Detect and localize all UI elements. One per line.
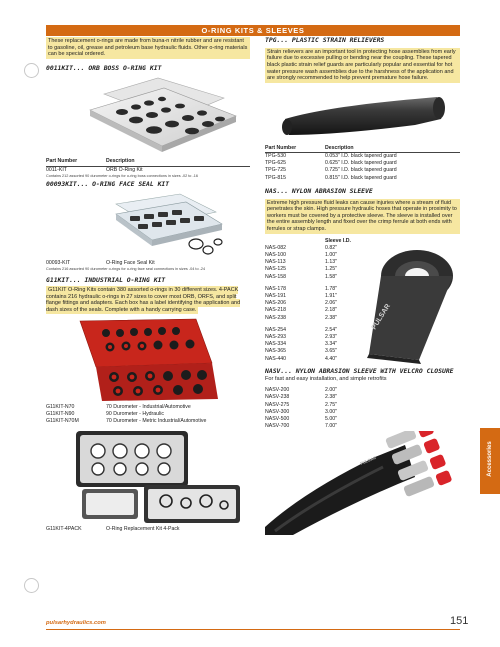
industrial-kit-body — [46, 287, 250, 314]
nasv-section — [265, 387, 460, 537]
table-row — [265, 394, 365, 401]
part-number: G11KIT-4PACK — [46, 526, 82, 533]
description: 0.815" I.D. black tapered guard — [325, 174, 397, 181]
table-row — [46, 167, 250, 174]
table-row — [46, 418, 250, 425]
part-number: TPG-815 — [265, 174, 287, 181]
sleeve-id: 2.38" — [325, 394, 337, 401]
sleeve-id: 2.75" — [325, 401, 337, 408]
description: 70 Durometer - Metric Industrial/Automotive — [106, 418, 207, 425]
table-row — [265, 402, 365, 409]
part-number: TPG-530 — [265, 152, 287, 159]
tpg-body: Strain relievers are an important tool in protecting hose assemblies from early failure due to excessive pulling or bending near the coupling. These tapered black plastic strain relief guards are particularly popular and essential for hot water pressure wash assemblies due to the harshness of the application and are strongly recommended to help prevent premature hose failure. — [265, 48, 460, 83]
page-number: 151 — [450, 615, 469, 627]
four-pack-photo — [46, 429, 250, 525]
orb-table-header — [46, 158, 250, 165]
description: 0.725" I.D. black tapered guard — [325, 167, 397, 174]
orb-kit-title: 0011KIT... ORB BOSS O-RING KIT — [46, 63, 162, 72]
table-row — [265, 167, 460, 174]
col-part-number: Part Number — [46, 158, 78, 165]
right-column — [265, 37, 460, 537]
table-row — [265, 286, 365, 293]
industrial-kit-photo — [46, 317, 250, 402]
part-number: NASV-700 — [265, 423, 290, 430]
industrial-kit-title: G11KIT... INDUSTRIAL O-RING KIT — [46, 275, 166, 284]
face-seal-note: Contains 216 assorted 90 durometer o-rings for o-ring face seal connections in sizes -04 to -24 — [46, 267, 206, 272]
part-number: NASV-500 — [265, 416, 290, 423]
table-row — [265, 387, 365, 394]
four-pack-image — [46, 429, 250, 525]
description: 0.625" I.D. black tapered guard — [325, 160, 397, 167]
part-number: NAS-158 — [265, 273, 287, 280]
description: 70 Durometer - Industrial/Automotive — [106, 403, 191, 410]
nas-table-header — [265, 238, 365, 245]
sleeve-id: 2.54" — [325, 326, 337, 333]
strain-reliever-image — [265, 85, 460, 145]
nasv-title: NASV... NYLON ABRASION SLEEVE WITH VELCRO CLOSURE — [265, 366, 454, 375]
tpg-table — [265, 153, 460, 182]
part-number: NAS-293 — [265, 334, 287, 341]
tpg-table-header — [265, 145, 460, 152]
sleeve-id: 2.38" — [325, 314, 337, 321]
section-header: O-RING KITS & SLEEVES — [46, 25, 460, 36]
nas-body: Extreme high pressure fluid leaks can cause injuries where a stream of fluid penetrates the skin. High pressure hydraulic hoses that operate in proximity to workers must be covered by a protective sleeve. The sleeve is installed over the entire assembly length and fixed over the crimp ferrule at both ends with ferrules or strap clamps. — [265, 199, 460, 234]
left-column — [46, 37, 250, 533]
part-number: NAS-100 — [265, 251, 287, 258]
nas-title: NAS... NYLON ABRASION SLEEVE — [265, 186, 373, 195]
intro-text: These replacement o-rings are made from buna-n nitrile rubber and are resistant to gasoline, oil, grease and petroleum base hydraulic fluids. Other o-ring materials can be special ordered. — [46, 37, 250, 59]
sleeve-brand-text: PULSAR — [370, 302, 392, 331]
part-number: NAS-334 — [265, 341, 287, 348]
footer-divider — [46, 629, 460, 630]
table-row — [265, 334, 365, 341]
table-row — [46, 526, 250, 533]
table-row — [265, 293, 365, 300]
col-description: Description — [325, 144, 354, 151]
sleeve-id: 0.82" — [325, 244, 337, 251]
industrial-kit-body-text: G11KIT O-Ring Kits contain 380 assorted o-rings in 30 different sizes. 4-PACK contains 216 hydraulic o-rings in 27 sizes to cover most ORB, ORFS, and split flange fittings and adapters. Each box has a label identifying the application and dash sizes of the seals. Complete with a handy carrying case. — [46, 286, 241, 313]
col-part-number: Part Number — [265, 144, 297, 151]
col-sleeve-id: Sleeve I.D. — [325, 237, 351, 244]
orb-note: Contains 212 assorted 90 durometer o-rings for o-ring boss connections in sizes -02 to -16 — [46, 173, 198, 178]
velcro-sleeve-image — [265, 431, 460, 535]
industrial-kit-table — [46, 404, 250, 426]
nylon-sleeve-image — [361, 244, 461, 364]
description: 90 Durometer - Hydraulic — [106, 410, 164, 417]
part-number: 0011-KIT — [46, 166, 67, 173]
part-number: NAS-254 — [265, 326, 287, 333]
table-row — [265, 259, 365, 266]
sleeve-id: 1.78" — [325, 285, 337, 292]
table-row — [265, 348, 365, 355]
part-number: NAS-178 — [265, 285, 287, 292]
tpg-title: TPG... PLASTIC STRAIN RELIEVERS — [265, 36, 385, 44]
accessories-tab-label: Accessories — [487, 441, 493, 477]
sleeve-id: 2.93" — [325, 334, 337, 341]
face-seal-kit-photo — [46, 192, 250, 260]
sleeve-id: 3.00" — [325, 408, 337, 415]
face-seal-kit-image — [46, 192, 250, 260]
table-row — [46, 260, 250, 267]
table-row — [265, 300, 365, 307]
table-row — [265, 245, 365, 252]
face-seal-kit-title: 00093KIT... O-RING FACE SEAL KIT — [46, 180, 170, 189]
table-row — [265, 356, 365, 363]
part-number: NAS-082 — [265, 244, 287, 251]
binder-hole — [24, 578, 39, 593]
sleeve-id: 1.58" — [325, 273, 337, 280]
table-row — [265, 409, 365, 416]
footer-website-link[interactable]: pulsarhydraulics.com — [46, 620, 106, 626]
table-row — [265, 175, 460, 182]
description: 0.053" I.D. black tapered guard — [325, 152, 397, 159]
part-number: NAS-218 — [265, 307, 287, 314]
table-row — [265, 423, 365, 430]
table-row — [265, 341, 365, 348]
description: O-Ring Replacement Kit 4-Pack — [106, 526, 180, 533]
strain-reliever-photo — [265, 85, 460, 145]
part-number: 00093-KIT — [46, 260, 71, 267]
part-number: NASV-238 — [265, 394, 290, 401]
nas-section — [265, 238, 460, 368]
part-number: G11KIT-N70 — [46, 403, 75, 410]
sleeve-id: 4.40" — [325, 355, 337, 362]
part-number: NAS-365 — [265, 348, 287, 355]
part-number: NAS-191 — [265, 293, 287, 299]
sleeve-id: 3.34" — [325, 341, 337, 348]
sleeve-id: 1.13" — [325, 259, 337, 266]
sleeve-id: 1.00" — [325, 251, 337, 258]
part-number: NAS-206 — [265, 300, 287, 307]
nasv-subtitle: For fast and easy installation, and simple retrofits — [265, 376, 387, 383]
table-row — [265, 274, 365, 281]
description: ORB O-Ring Kit — [106, 166, 143, 173]
part-number: NASV-200 — [265, 387, 290, 394]
binder-hole — [24, 63, 39, 78]
table-row — [46, 411, 250, 418]
orb-kit-image — [46, 76, 250, 156]
industrial-kit-image — [46, 317, 250, 402]
sleeve-id: 2.18" — [325, 307, 337, 314]
part-number: G11KIT-N70M — [46, 418, 79, 425]
table-row — [265, 153, 460, 160]
part-number: NAS-238 — [265, 314, 287, 321]
orb-kit-photo — [46, 76, 250, 156]
table-row — [265, 252, 365, 259]
table-row — [265, 266, 365, 273]
sleeve-id: 3.65" — [325, 348, 337, 355]
sleeve-id: 2.06" — [325, 300, 337, 307]
sleeve-id: 5.00" — [325, 416, 337, 423]
part-number: TPG-725 — [265, 167, 287, 174]
part-number: NASV-275 — [265, 401, 290, 408]
part-number: NAS-440 — [265, 355, 287, 362]
part-number: NAS-113 — [265, 259, 286, 266]
part-number: NASV-300 — [265, 408, 290, 415]
nas-table — [265, 238, 365, 363]
table-row — [265, 416, 365, 423]
table-row — [46, 404, 250, 411]
sleeve-id: 7.00" — [325, 423, 337, 430]
sleeve-brand-text: PULSAR — [359, 455, 377, 467]
part-number: NAS-125 — [265, 266, 287, 273]
table-row — [265, 327, 365, 334]
description: O-Ring Face Seal Kit — [106, 260, 155, 267]
table-row — [265, 315, 365, 322]
sleeve-id: 1.91" — [325, 293, 337, 299]
nasv-table — [265, 387, 365, 430]
sleeve-id: 2.00" — [325, 387, 337, 394]
part-number: TPG-625 — [265, 160, 287, 167]
accessories-tab[interactable] — [480, 428, 500, 494]
part-number: G11KIT-N90 — [46, 410, 75, 417]
col-description: Description — [106, 158, 135, 165]
table-row — [265, 307, 365, 314]
table-row — [265, 160, 460, 167]
sleeve-id: 1.25" — [325, 266, 337, 273]
